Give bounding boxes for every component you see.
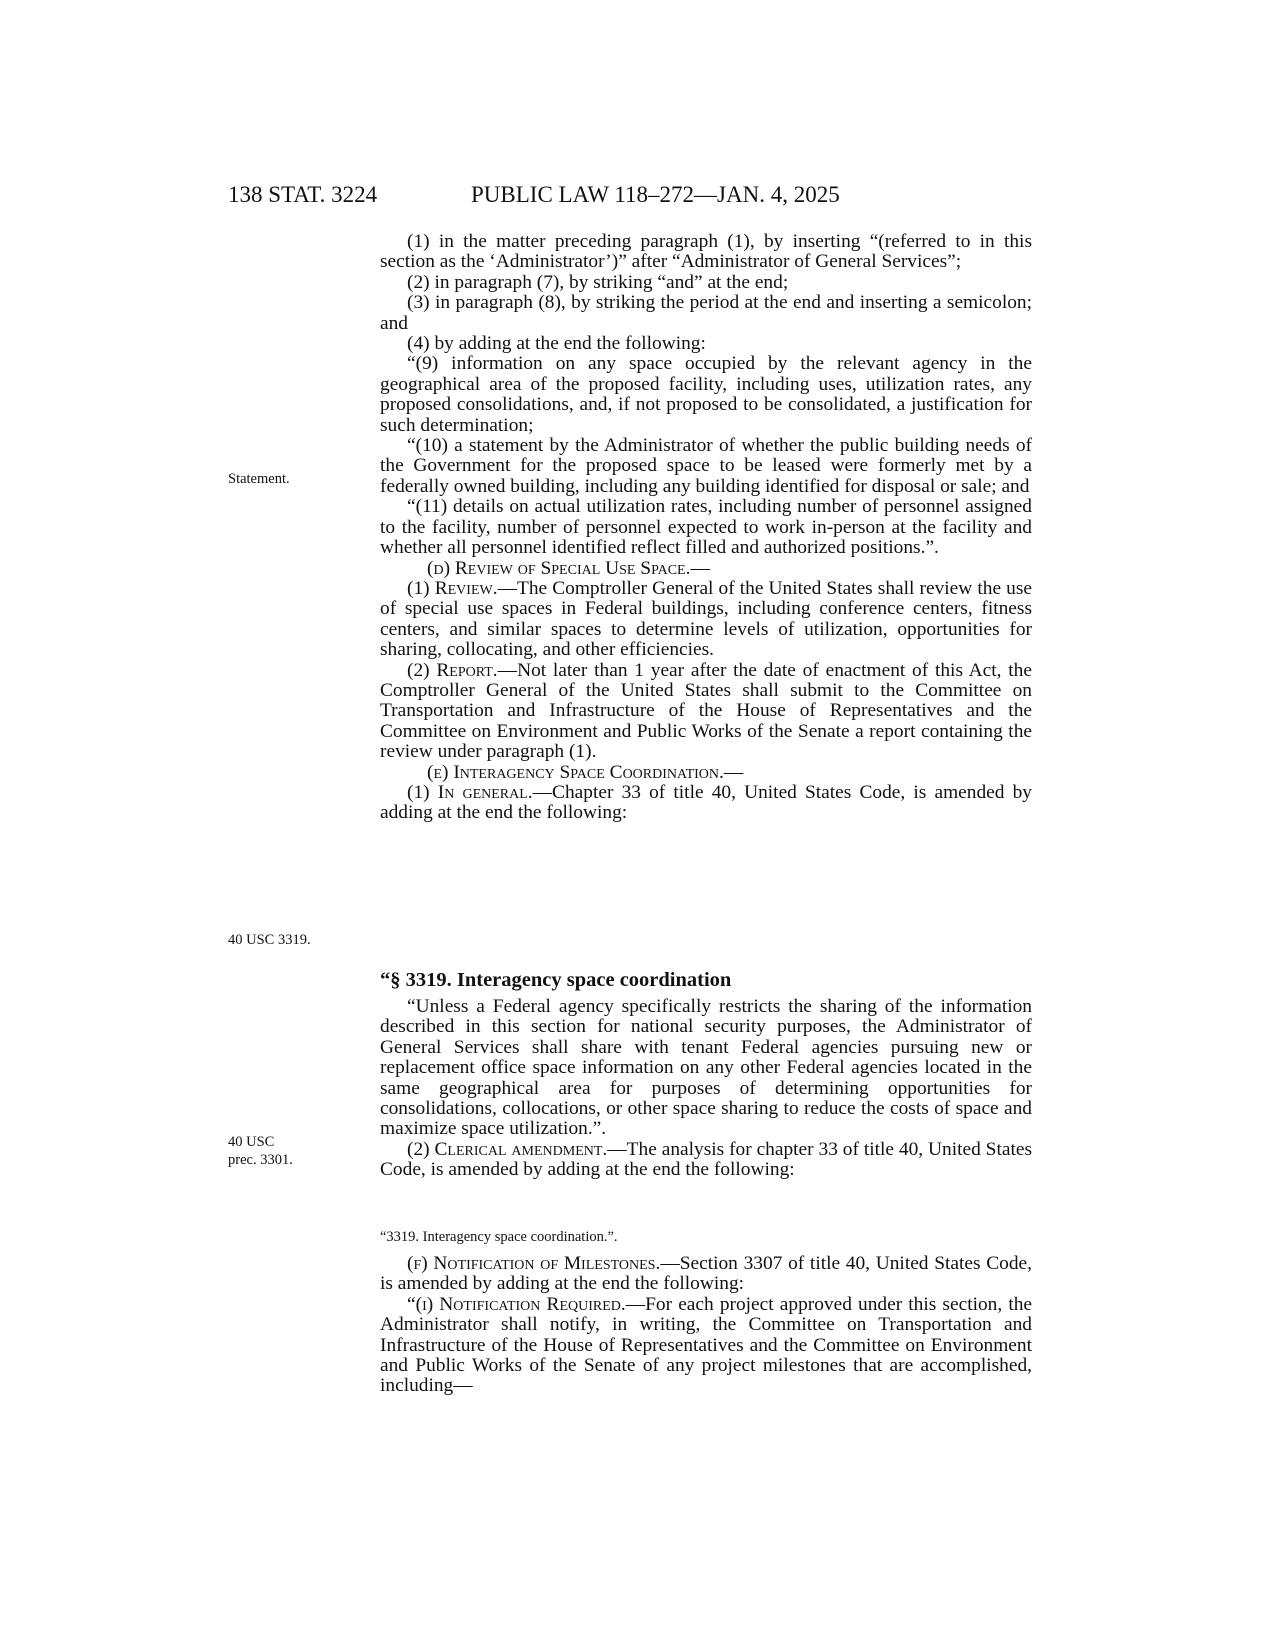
paragraph: (1) in the matter preceding paragraph (1), by inserting “(referred to in this section as the ‘Administrator’)” after “Administrator of General Services”; [380,231,1032,273]
paragraph: “(11) details on actual utilization rates, including number of personnel assigned to the facility, number of personnel expected to work in-person at the facility and whether all personnel identified reflect filled and authorized positions.”. [380,496,1032,559]
margin-note-statement: Statement. [228,471,290,487]
clerical-amendment-entry: “3319. Interagency space coordination.”. [380,1229,618,1245]
margin-note-40-usc-3319: 40 USC 3319. [228,932,311,948]
paragraph: “Unless a Federal agency specifically restricts the sharing of the information described in this section for national security purposes, the Administrator of General Services shall share with tenant Federal agencies pursuing new or replacement office space information on any other Federal agencies located in the same geographical area for purposes of determining opportunities for consolidations, collocations, or other space sharing to reduce the costs of space and maximize space utilization.”. [380,996,1032,1140]
section-heading-3319: “§ 3319. Interagency space coordination [380,969,732,991]
amendment-text-block-1 [380,232,1032,824]
paragraph: (2) in paragraph (7), by striking “and” at the end; [407,271,789,293]
running-header [228,182,1028,212]
paragraph: (1) In general.—Chapter 33 of title 40, United States Code, is amended by adding at the end the following: [380,781,1033,824]
amendment-text-block-2 [380,997,1032,1181]
subsection-heading-e: (e) Interagency Space Coordination.— [427,761,744,783]
paragraph: (1) Review.—The Comptroller General of the United States shall review the use of special use spaces in Federal buildings, including conference centers, fitness centers, and similar spaces to determine levels of utilization, opportunities for sharing, collocating, and other efficiencies. [380,577,1032,661]
subsection-heading-d: (d) Review of Special Use Space.— [427,557,710,579]
margin-note-line: prec. 3301. [228,1152,293,1168]
stat-page-number: 138 STAT. 3224 [228,182,378,207]
paragraph: (2) Report.—Not later than 1 year after the date of enactment of this Act, the Comptroller General of the United States shall submit to the Committee on Transportation and Infrastructure of the House of Representatives and the Committee on Environment and Public Works of the Senate a report containing the review under paragraph (1). [380,659,1032,763]
margin-note-line: 40 USC [228,1134,275,1150]
paragraph: (4) by adding at the end the following: [407,333,706,355]
margin-note-40-usc-prec [228,1133,293,1169]
paragraph: (2) Clerical amendment.—The analysis for chapter 33 of title 40, United States Code, is amended by adding at the end the following: [380,1138,1032,1181]
amendment-text-block-3 [380,1254,1032,1397]
paragraph: “(9) information on any space occupied by the relevant agency in the geographical area of the proposed facility, including uses, utilization rates, any proposed consolidations, and, if not proposed to be consolidated, a justification for such determination; [380,353,1032,436]
paragraph: (f) Notification of Milestones.—Section 3307 of title 40, United States Code, is amended by adding at the end the following: [380,1253,1033,1295]
paragraph: “(i) Notification Required.—For each project approved under this section, the Administrator shall notify, in writing, the Committee on Transportation and Infrastructure of the House of Representatives and the Committee on Environment and Public Works of the Senate of any project milestones that are accomplished, including— [380,1293,1033,1397]
paragraph: “(10) a statement by the Administrator of whether the public building needs of the Government for the proposed space to be leased were formerly met by a federally owned building, including any building identified for disposal or sale; and [380,435,1032,497]
public-law-title: PUBLIC LAW 118–272—JAN. 4, 2025 [471,182,840,207]
paragraph: (3) in paragraph (8), by striking the period at the end and inserting a semicolon; and [380,292,1032,334]
